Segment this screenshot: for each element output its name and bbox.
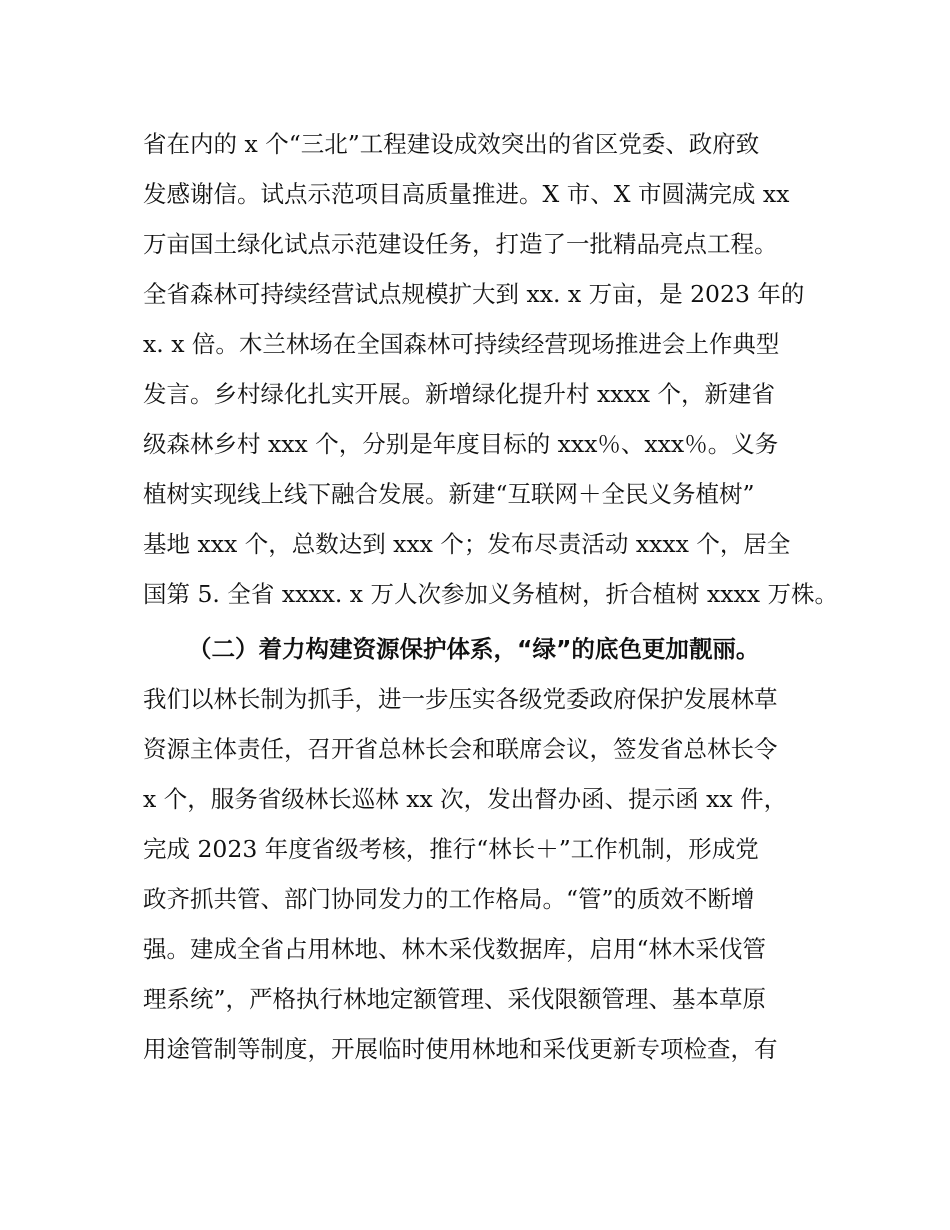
- paragraph-line: 植树实现线上线下融合发展。新建“互联网＋全民义务植树”: [143, 480, 755, 508]
- paragraph-line: 完成 2023 年度省级考核，推行“林长＋”工作机制，形成党: [143, 835, 759, 863]
- section-2: [143, 624, 843, 1074]
- paragraph-line: 国第 5. 全省 xxxx. x 万人次参加义务植树，折合植树 xxxx 万株。: [143, 580, 838, 608]
- paragraph-line: 级森林乡村 xxx 个，分别是年度目标的 xxx％、xxx％。义务: [143, 430, 779, 458]
- paragraph-line: 用途管制等制度，开展临时使用林地和采伐更新专项检查，有: [143, 1035, 778, 1063]
- paragraph-line: 省在内的 x 个“三北”工程建设成效突出的省区党委、政府致: [143, 130, 760, 158]
- paragraph-line: 强。建成全省占用林地、林木采伐数据库，启用“林木采伐管: [143, 935, 767, 963]
- paragraph-line: 资源主体责任，召开省总林长会和联席会议，签发省总林长令: [143, 735, 778, 763]
- paragraph-line: 基地 xxx 个，总数达到 xxx 个；发布尽责活动 xxxx 个，居全: [143, 530, 791, 558]
- paragraph-1: [143, 119, 843, 619]
- section-heading: （二）着力构建资源保护体系，“绿”的底色更加靓丽。: [188, 635, 760, 663]
- paragraph-line: 发感谢信。试点示范项目高质量推进。X 市、X 市圆满完成 xx: [143, 180, 790, 208]
- paragraph-line: 理系统”，严格执行林地定额管理、采伐限额管理、基本草原: [143, 985, 767, 1013]
- paragraph-line: x. x 倍。木兰林场在全国森林可持续经营现场推进会上作典型: [143, 330, 780, 358]
- paragraph-line: x 个，服务省级林长巡林 xx 次，发出督办函、提示函 xx 件，: [143, 785, 788, 813]
- paragraph-line: 我们以林长制为抓手，进一步压实各级党委政府保护发展林草: [143, 685, 778, 713]
- paragraph-line: 万亩国土绿化试点示范建设任务，打造了一批精品亮点工程。: [143, 230, 778, 258]
- paragraph-line: 政齐抓共管、部门协同发力的工作格局。“管”的质效不断增: [143, 885, 755, 913]
- paragraph-line: 发言。乡村绿化扎实开展。新增绿化提升村 xxxx 个，新建省: [143, 380, 775, 408]
- paragraph-line: 全省森林可持续经营试点规模扩大到 xx. x 万亩，是 2023 年的: [143, 280, 805, 308]
